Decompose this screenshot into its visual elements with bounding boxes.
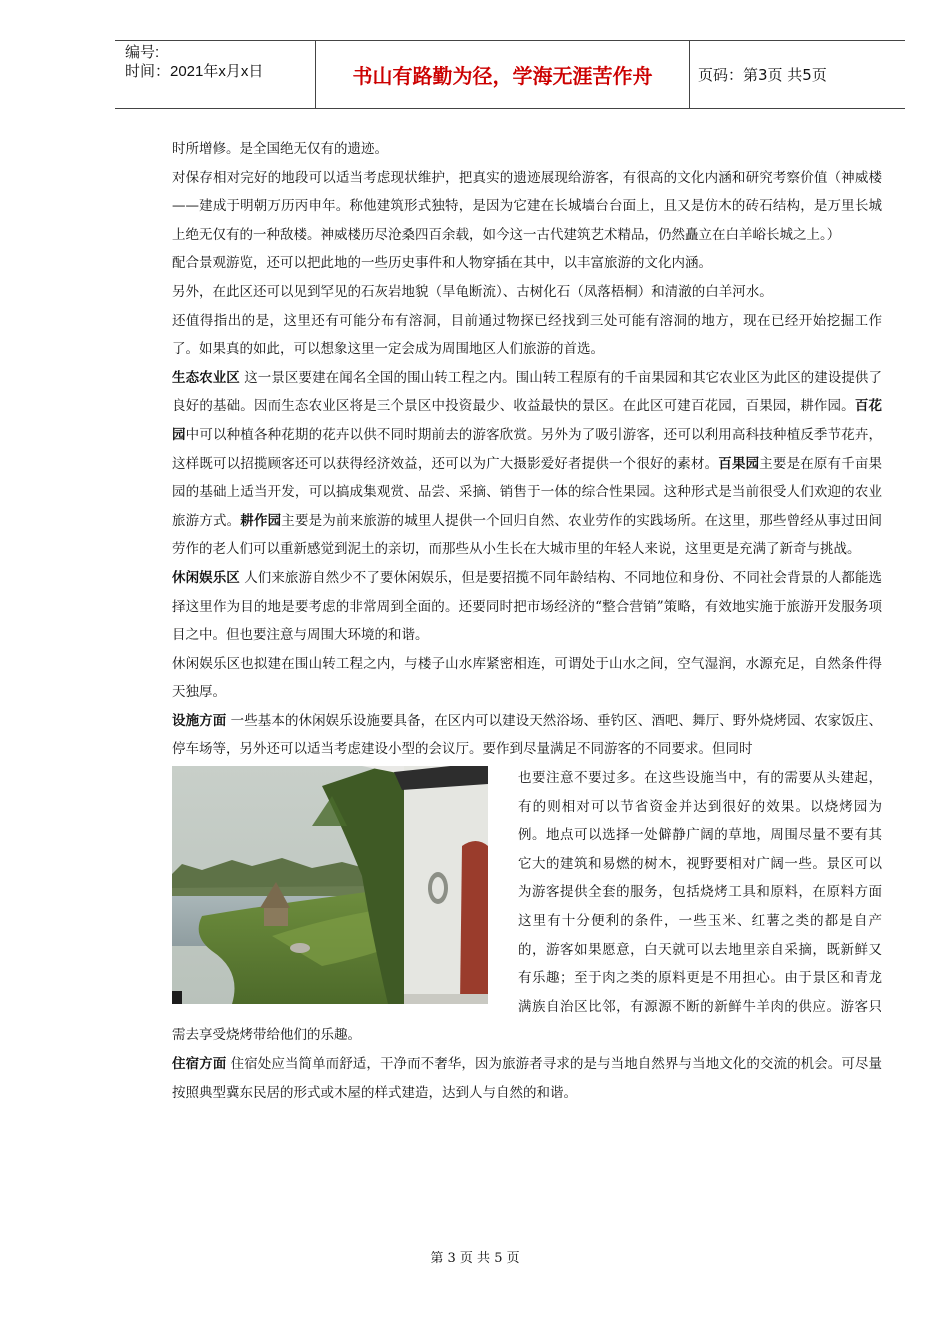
term-baiguo: 百果园 [718, 455, 760, 472]
paragraph: 休闲娱乐区也拟建在围山转工程之内，与楼子山水库紧密相连，可谓处于山水之间，空气湿润，水源充足，自然条件得天独厚。 [172, 655, 882, 701]
facility-section [172, 707, 882, 764]
time-label: 时间：2021年x月x日 [125, 63, 264, 80]
section-title: 设施方面 [172, 712, 227, 729]
section-text: 住宿处应当简单而舒适，干净而不奢华，因为旅游者寻求的是与当地自然界与当地文化的交流的机会。可尽量按照典型冀东民居的形式或木屋的样式建造，达到人与自然的和谐。 [172, 1056, 883, 1101]
photo-wrap-area [172, 764, 882, 1050]
header-page-label: 页码：第3页 共5页 [698, 66, 827, 84]
term-baihua: 百花园 [172, 398, 883, 443]
paragraph: 时所增修。是全国绝无仅有的遗迹。 [172, 141, 388, 157]
page-footer: 第 3 页 共 5 页 [430, 1251, 520, 1266]
document-body [172, 135, 882, 1107]
section-text: 中可以种植各种花期的花卉以供不同时期前去的游客欣赏。另外为了吸引游客，还可以利用高科技种植反季节花卉，这样既可以招揽顾客还可以获得经济效益，还可以为广大摄影爱好者提供一个很好的素材。 [172, 426, 883, 472]
paragraph: 另外，在此区还可以见到罕见的石灰岩地貌（旱龟断流）、古树化石（凤落梧桐）和清澈的白羊河水。 [172, 283, 773, 300]
term-gengzuo: 耕作园 [240, 512, 282, 529]
section-text: 一些基本的休闲娱乐设施要具备，在区内可以建设天然浴场、垂钓区、酒吧、舞厅、野外烧烤园、农家饭庄、停车场等，另外还可以适当考虑建设小型的会议厅。要作到尽量满足不同游客的不同要求。但同时 [172, 712, 883, 758]
paragraph: 对保存相对完好的地段可以适当考虑现状维护，把真实的遗迹展现给游客，有很高的文化内涵和研究考察价值（神威楼——建成于明朝万历丙申年。称他建筑形式独特，是因为它建在长城墙台台面上，且又是仿木的砖石结构，是万里长城上绝无仅有的一种敌楼。神威楼历尽沧桑四百余载，如今这一古代建筑艺术精品，仍然矗立在白羊峪长城之上。） [172, 169, 882, 243]
eco-agriculture-section [172, 364, 882, 564]
number-label: 编号: [125, 44, 160, 61]
section-text: 人们来旅游自然少不了要休闲娱乐，但是要招揽不同年龄结构、不同地位和身份、不同社会背景的人都能选择这里作为目的地是要考虑的非常周到全面的。还要同时把市场经济的“整合营销”策略，有效地实施于旅游开发服务项目之中。但也要注意与周围大环境的和谐。 [172, 569, 882, 644]
section-text: 主要是为前来旅游的城里人提供一个回归自然、农业劳作的实践场所。在这里，那些曾经从事过田间劳作的老人们可以重新感觉到泥土的亲切，而那些从小生长在大城市里的年轻人来说，这里更是充满了新奇与挑战。 [172, 512, 883, 558]
facility-continued: 也要注意不要过多。在这些设施当中，有的需要从头建起，有的则相对可以节省资金并达到很好的效果。以烧烤园为例。地点可以选择一处僻静广阔的草地，周围尽量不要有其它大的建筑和易燃的树木，视野要相对广阔一些。景区可以为游客提供全套的服务，包括烧烤工具和原料，在原料方面这里有十分便利的条件，一些玉米、红薯之类的都是自产的，游客如果愿意，白天就可以去地里亲自采摘，既新鲜又有乐趣；至于肉之类的原料更是不用担心。由于景区和青龙满族自治区比邻，有源源不断的新鲜牛羊肉的供应。游客只需去享受烧烤带给他们的乐趣。 [172, 770, 882, 1044]
landscape-photo [172, 766, 488, 1004]
paragraph: 还值得指出的是，这里还有可能分布有溶洞，目前通过物探已经找到三处可能有溶洞的地方，现在已经开始挖掘工作了。如果真的如此，可以想象这里一定会成为周围地区人们旅游的首选。 [172, 312, 882, 358]
header-meta [115, 41, 315, 108]
section-text: 主要是在原有千亩果园的基础上适当开发，可以搞成集观赏、品尝、采摘、销售于一体的综合性果园。这种形式是当前很受人们欢迎的农业旅游方式。 [172, 455, 883, 529]
section-title: 生态农业区 [172, 369, 240, 386]
paragraph: 配合景观游览，还可以把此地的一些历史事件和人物穿插在其中，以丰富旅游的文化内涵。 [172, 255, 712, 272]
section-title: 休闲娱乐区 [172, 569, 240, 586]
section-text: 这一景区要建在闻名全国的围山转工程之内。围山转工程原有的千亩果园和其它农业区为此区的建设提供了良好的基础。因而生态农业区将是三个景区中投资最少、收益最快的景区。在此区可建百花园，百果园，耕作园。 [172, 369, 882, 415]
header-motto: 书山有路勤为径，学海无涯苦作舟 [352, 64, 653, 88]
page-header [115, 40, 905, 109]
section-title: 住宿方面 [172, 1056, 227, 1072]
lodging-section [172, 1050, 882, 1107]
leisure-section [172, 564, 882, 650]
